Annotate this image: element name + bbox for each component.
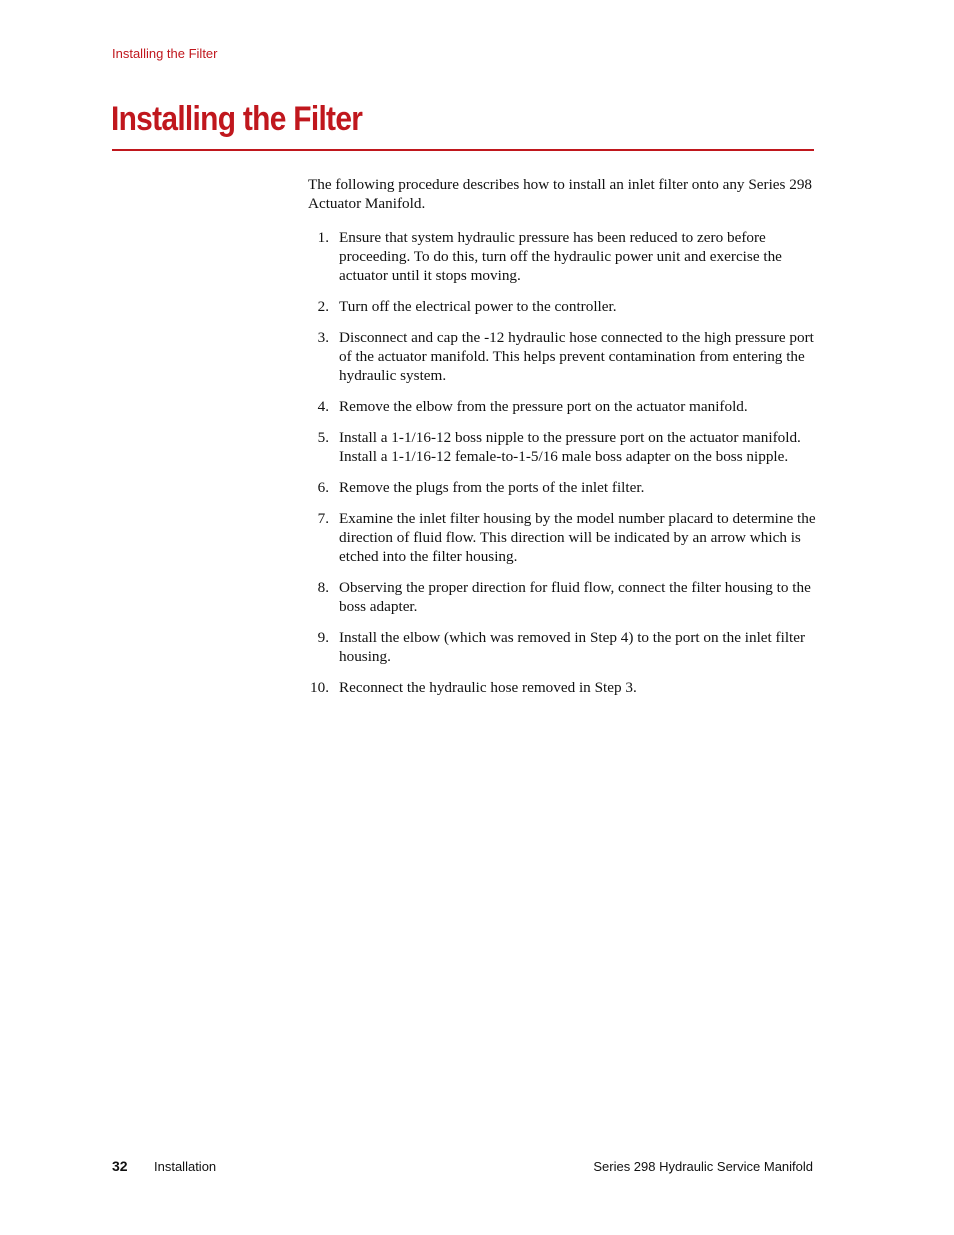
footer-section-name: Installation [154, 1159, 217, 1174]
step-number: 7. [317, 510, 329, 527]
procedure-step [308, 509, 818, 566]
step-text: Examine the inlet filter housing by the model number placard to determine the direction of fluid flow. This direction will be indicated by an arrow which is etched into the filter housing. [339, 510, 816, 565]
procedure-step [308, 228, 818, 285]
page-number: 32 [112, 1158, 128, 1174]
procedure-steps [308, 228, 818, 697]
step-number: 4. [317, 398, 329, 415]
step-number: 9. [317, 629, 329, 646]
step-number: 10. [310, 679, 329, 696]
step-number: 8. [317, 579, 329, 596]
step-number: 2. [317, 298, 329, 315]
step-text: Remove the plugs from the ports of the inlet filter. [339, 479, 645, 496]
step-number: 3. [317, 329, 329, 346]
step-text: Remove the elbow from the pressure port on the actuator manifold. [339, 398, 748, 415]
title-rule [112, 149, 814, 151]
step-text: Turn off the electrical power to the controller. [339, 298, 617, 315]
page-title: Installing the Filter [111, 100, 363, 138]
step-text: Install the elbow (which was removed in Step 4) to the port on the inlet filter housing. [339, 629, 806, 665]
procedure-step [308, 628, 818, 666]
intro-paragraph: The following procedure describes how to install an inlet filter onto any Series 298 Actuator Manifold. [308, 176, 813, 212]
step-number: 1. [317, 229, 329, 246]
procedure-step [308, 328, 818, 385]
procedure-step [308, 578, 818, 616]
step-text: Disconnect and cap the -12 hydraulic hose connected to the high pressure port of the actuator manifold. This helps prevent contamination from entering the hydraulic system. [339, 329, 814, 384]
procedure-step [308, 397, 818, 416]
body-text [308, 175, 818, 709]
procedure-step [308, 678, 818, 697]
procedure-step [308, 297, 818, 316]
running-header: Installing the Filter [112, 46, 218, 61]
step-number: 5. [317, 429, 329, 446]
step-text: Ensure that system hydraulic pressure has been reduced to zero before proceeding. To do this, turn off the hydraulic power unit and exercise the actuator until it stops moving. [339, 229, 782, 284]
step-text: Reconnect the hydraulic hose removed in Step 3. [339, 679, 637, 696]
procedure-step [308, 478, 818, 497]
step-text: Install a 1-1/16-12 boss nipple to the pressure port on the actuator manifold. Install a 1-1/16-12 female-to-1-5/16 male boss adapter on the boss nipple. [339, 429, 801, 465]
step-number: 6. [317, 479, 329, 496]
footer-document-title: Series 298 Hydraulic Service Manifold [593, 1159, 813, 1174]
step-text: Observing the proper direction for fluid flow, connect the filter housing to the boss adapter. [339, 579, 811, 615]
procedure-step [308, 428, 818, 466]
